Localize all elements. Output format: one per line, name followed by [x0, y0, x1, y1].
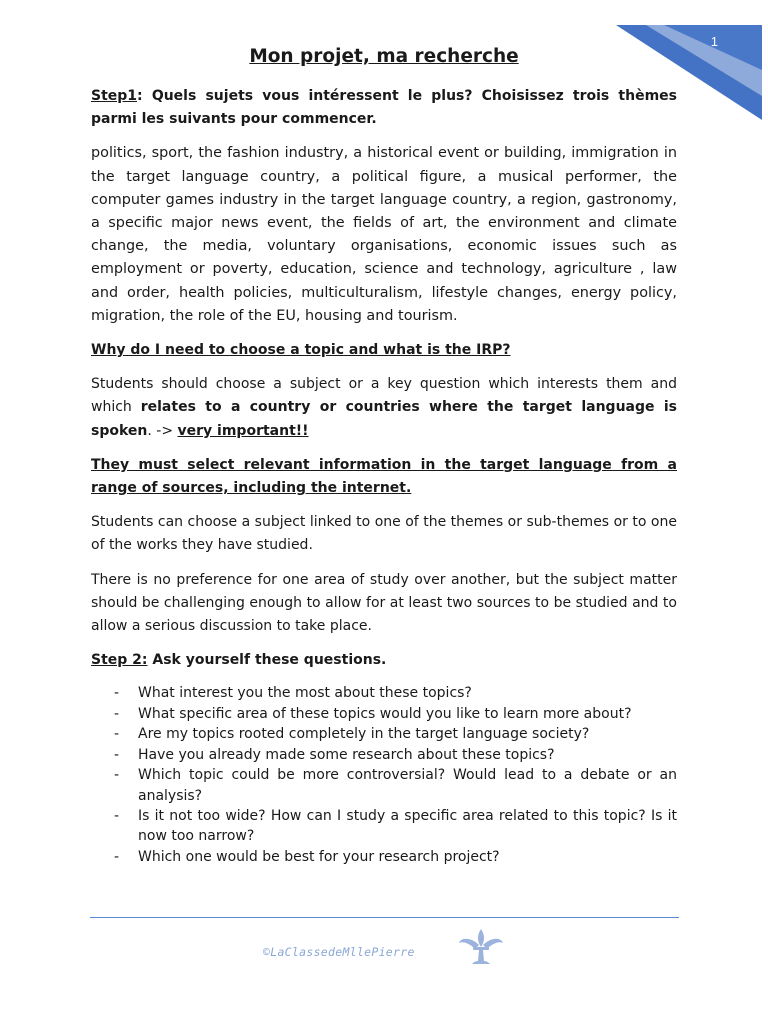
step2-label: Step 2:	[91, 652, 148, 669]
students-choose-arrow: . ->	[147, 422, 178, 439]
list-item: - Which one would be best for your research project?	[91, 847, 677, 867]
list-item: - Have you already made some research about these topics?	[91, 745, 677, 765]
topics-paragraph: politics, sport, the fashion industry, a historical event or building, immigration in the target language country, a political figure, a musical performer, the computer games industry in the target language country, a region, gastronomy, a specific major news event, the fields of art, the environment and climate change, the media, voluntary organisations, economic issues such as employment or poverty, education, science and technology, agriculture , law and order, health policies, multiculturalism, lifestyle changes, energy policy, migration, the role of the EU, housing and tourism.	[91, 145, 677, 324]
list-item: - What interest you the most about these topics?	[91, 683, 677, 703]
list-item: - Are my topics rooted completely in the target language society?	[91, 724, 677, 744]
document-body	[91, 85, 677, 867]
step1-text: Quels sujets vous intéressent le plus? Choisissez trois thèmes parmi les suivants pour commencer.	[91, 88, 677, 128]
list-item: - Is it not too wide? How can I study a specific area related to this topic? Is it now too narrow?	[91, 806, 677, 847]
footer-credit: ©LaClassedeMllePierre	[263, 945, 415, 959]
questions-list	[91, 683, 677, 867]
footer-divider	[90, 917, 679, 918]
must-select-heading: They must select relevant information in the target language from a range of sources, including the internet.	[91, 456, 677, 497]
students-choose-part1: Students should choose a subject or a key question which interests them and which	[91, 376, 677, 416]
very-important-note: very important!!	[177, 422, 309, 439]
step2-text: Ask yourself these questions.	[147, 652, 387, 669]
why-heading: Why do I need to choose a topic and what is the IRP?	[91, 342, 511, 359]
list-item: - What specific area of these topics would you like to learn more about?	[91, 704, 677, 724]
step1-label: Step1	[91, 88, 138, 104]
step1-separator: :	[137, 88, 143, 104]
step2-paragraph	[91, 649, 677, 672]
page-title	[0, 46, 768, 67]
fleur-de-lis-icon	[455, 925, 507, 965]
students-choose-paragraph	[91, 373, 677, 443]
page-title-text: Mon projet, ma recherche	[249, 46, 519, 67]
students-choose-emphasis: relates to a country or countries where the target language is spoken	[91, 399, 677, 439]
page-number: 1	[710, 34, 718, 49]
no-preference-paragraph: There is no preference for one area of study over another, but the subject matter should be challenging enough to allow for at least two sources to be studied and to allow a serious discussion to take place.	[91, 571, 677, 635]
step1-paragraph	[91, 85, 677, 131]
students-can-paragraph: Students can choose a subject linked to one of the themes or sub-themes or to one of the works they have studied.	[91, 514, 677, 554]
list-item: - Which topic could be more controversial? Would lead to a debate or an analysis?	[91, 765, 677, 806]
